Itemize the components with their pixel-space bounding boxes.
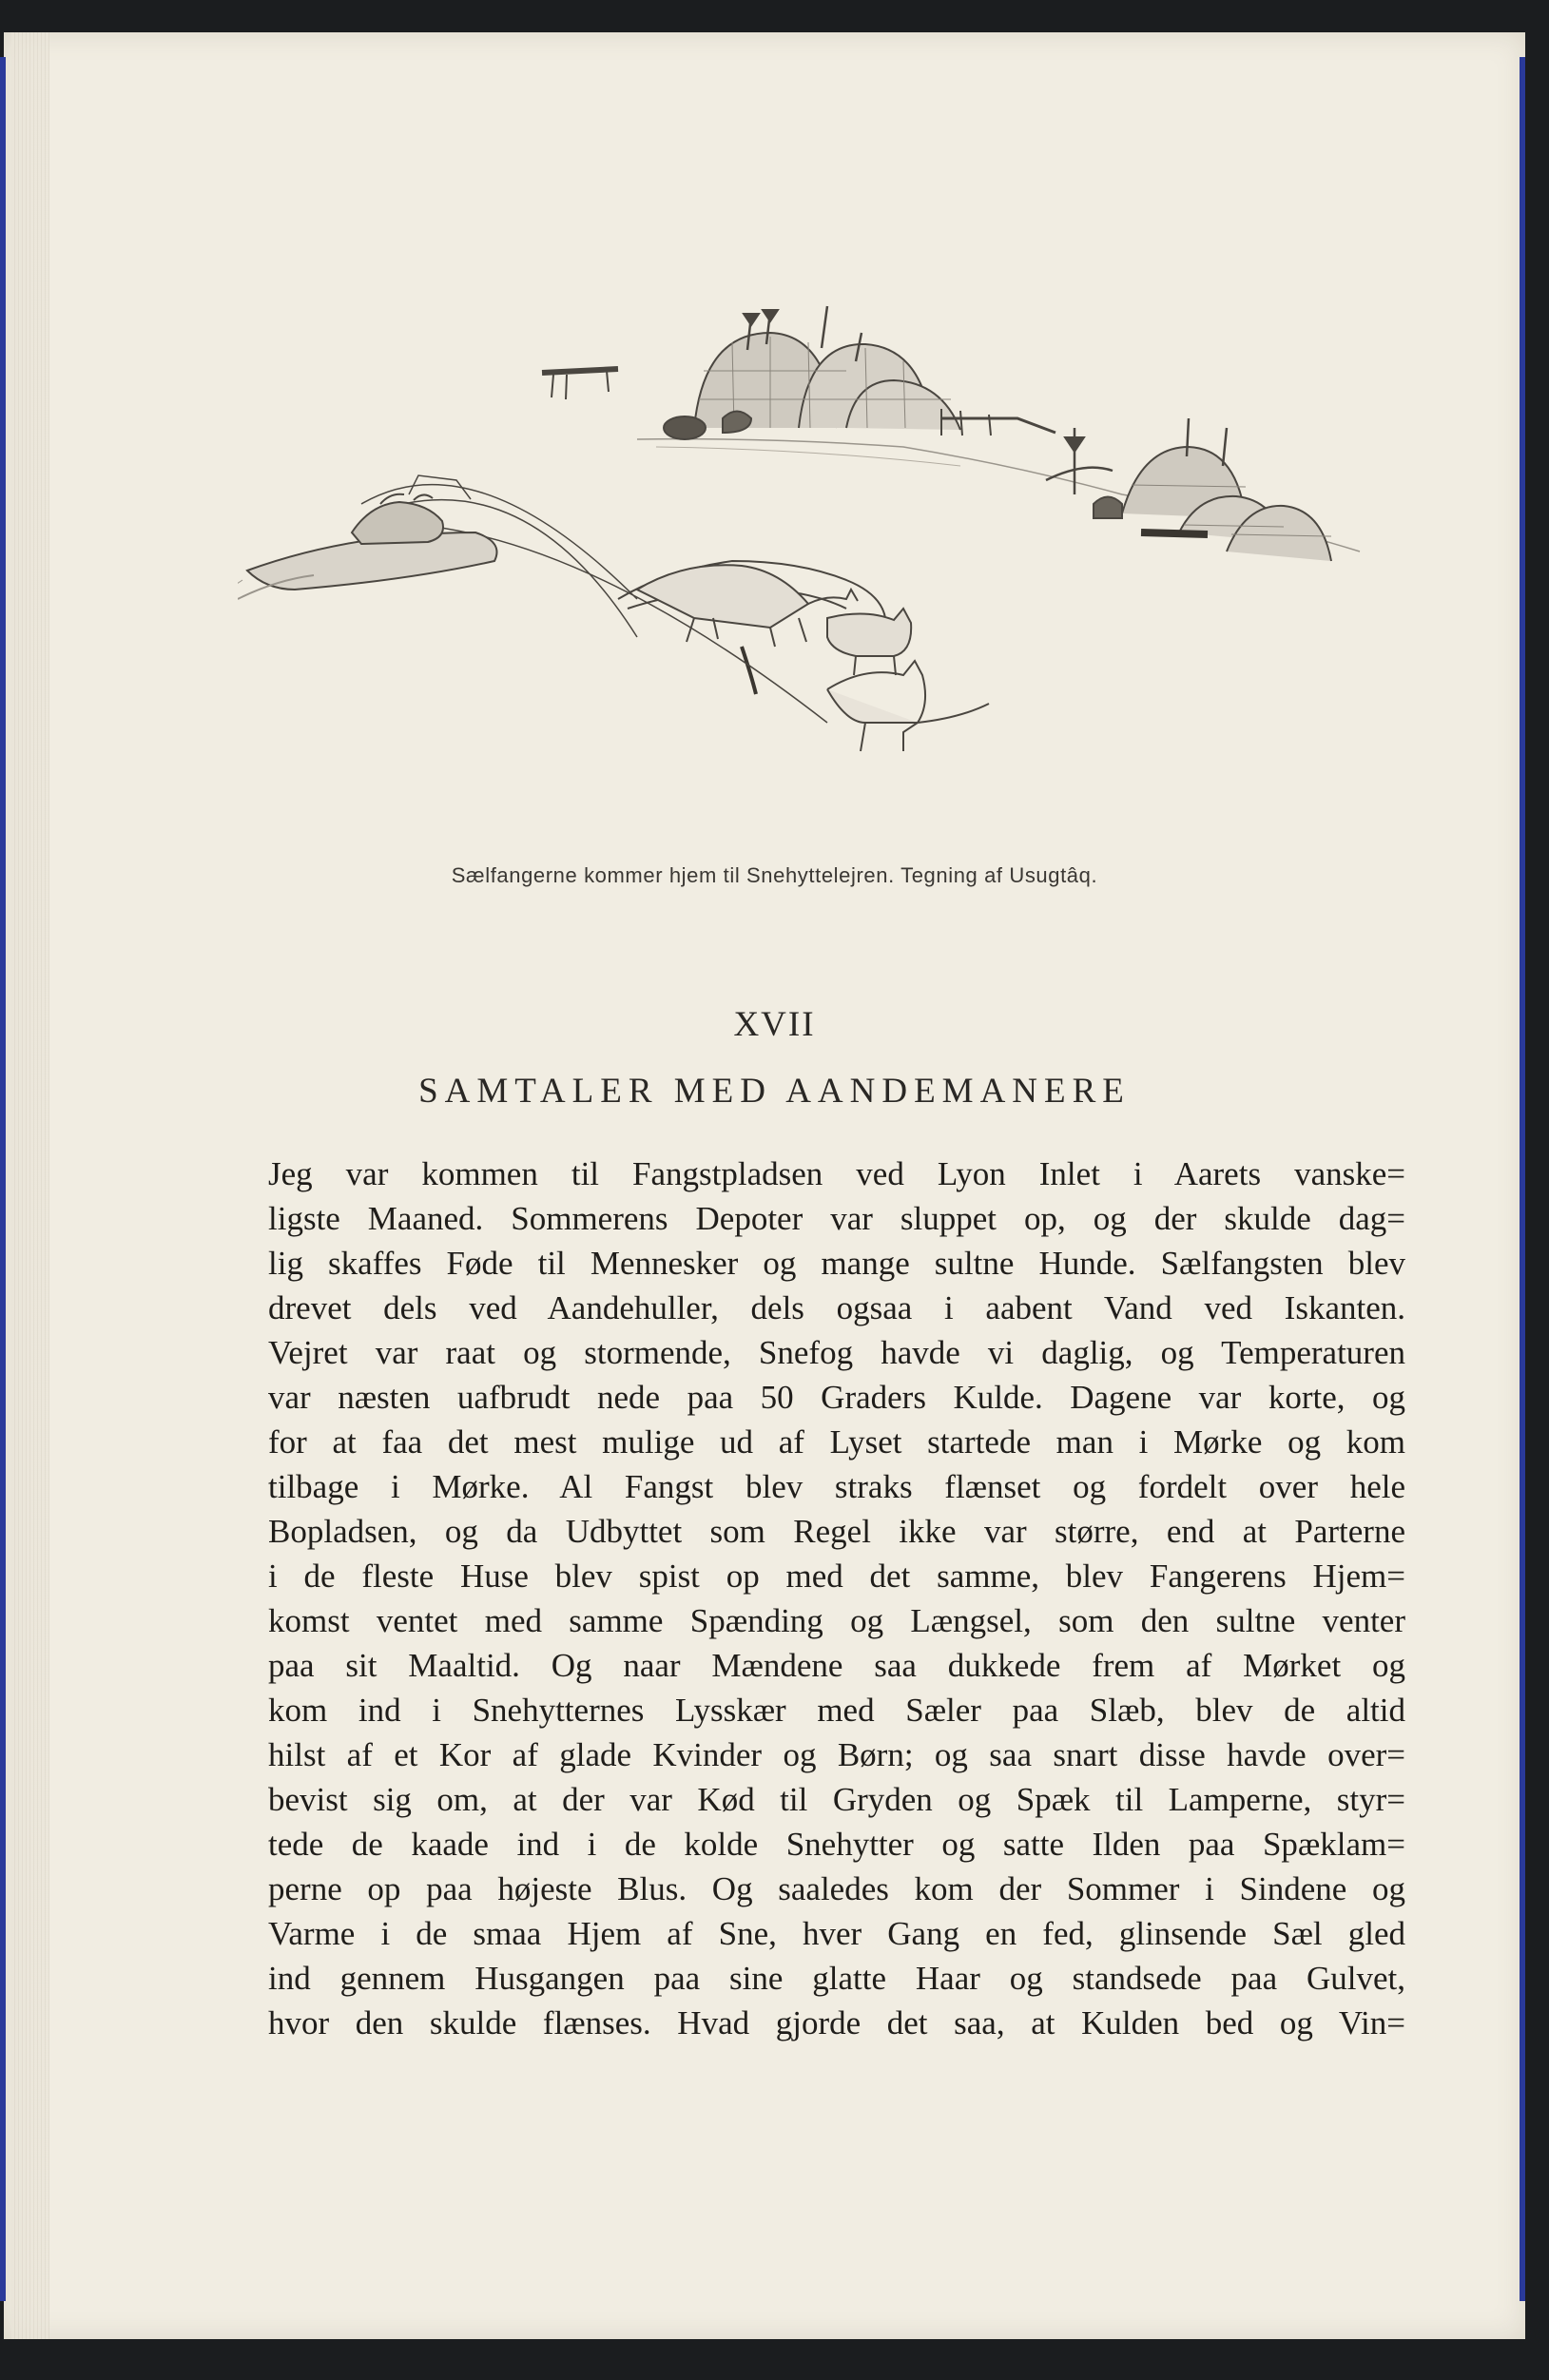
text-line: tilbage i Mørke. Al Fangst blev straks flænset og fordelt over hele [268, 1468, 1405, 1505]
text-line: i de fleste Huse blev spist op med det samme, blev Fangerens Hjem= [268, 1558, 1405, 1595]
text-line: ind gennem Husgangen paa sine glatte Haar og standsede paa Gulvet, [268, 1960, 1405, 1997]
page-edge-stack [11, 32, 49, 2339]
text-line: drevet dels ved Aandehuller, dels ogsaa i aabent Vand ved Iskanten. [268, 1289, 1405, 1326]
text-line: lig skaffes Føde til Mennesker og mange sultne Hunde. Sælfangsten blev [268, 1245, 1405, 1282]
text-line: ligste Maaned. Sommerens Depoter var sluppet op, og der skulde dag= [268, 1200, 1405, 1237]
chapter-title: SAMTALER MED AANDEMANERE [418, 1072, 1131, 1111]
text-line: var næsten uafbrudt nede paa 50 Graders Kulde. Dagene var korte, og [268, 1379, 1405, 1416]
text-line: tede de kaade ind i de kolde Snehytter og satte Ilden paa Spæklam= [268, 1826, 1405, 1863]
text-line: for at faa det mest mulige ud af Lyset startede man i Mørke og kom [268, 1423, 1405, 1461]
chapter-number: XVII [733, 1005, 816, 1044]
igloo-group-right [1046, 418, 1331, 561]
text-line: Varme i de smaa Hjem af Sne, hver Gang en fed, glinsende Sæl gled [268, 1915, 1405, 1952]
text-line: perne op paa højeste Blus. Og saaledes kom der Sommer i Sindene og [268, 1870, 1405, 1907]
right-binding-strip [1520, 57, 1525, 2301]
text-line: hvor den skulde flænses. Hvad gjorde det saa, at Kulden bed og Vin= [268, 2004, 1405, 2041]
text-line: hilst af et Kor af glade Kvinder og Børn; og saa snart disse havde over= [268, 1736, 1405, 1773]
sled-drawing-illustration [238, 276, 1426, 884]
drying-rack-icon [542, 369, 618, 399]
text-line: kom ind i Snehytternes Lysskær med Sæler paa Slæb, blev de altid [268, 1692, 1405, 1729]
text-line: bevist sig om, at der var Kød til Gryden og Spæk til Lamperne, styr= [268, 1781, 1405, 1818]
text-line: paa sit Maaltid. Og naar Mændene saa dukkede frem af Mørket og [268, 1647, 1405, 1684]
text-line: Jeg var kommen til Fangstpladsen ved Lyon Inlet i Aarets vanske= [268, 1155, 1405, 1192]
left-binding-strip [0, 57, 6, 2301]
igloo-group-left [664, 306, 1055, 439]
body-paragraph [268, 1151, 1405, 2045]
text-line: Bopladsen, og da Udbyttet som Regel ikke var større, end at Parterne [268, 1513, 1405, 1550]
sled-icon [238, 494, 497, 599]
text-line: Vejret var raat og stormende, Snefog havde vi daglig, og Temperaturen [268, 1334, 1405, 1371]
text-line: komst ventet med samme Spænding og Længsel, som den sultne venter [268, 1602, 1405, 1639]
dog-team-icon [618, 561, 989, 751]
illustration-caption: Sælfangerne kommer hjem til Snehyttelejren. Tegning af Usugtâq. [451, 863, 1098, 887]
